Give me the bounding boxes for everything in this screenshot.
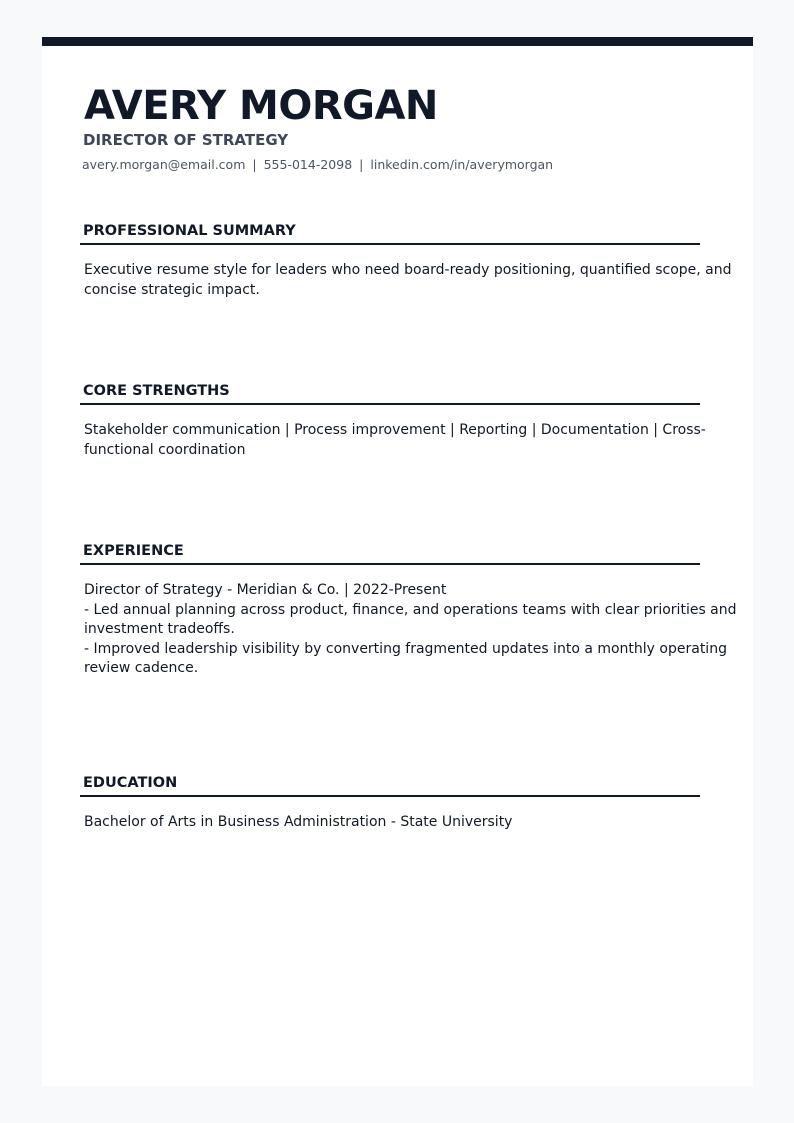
header-accent-bar: [42, 37, 753, 46]
education-line: Bachelor of Arts in Business Administration - State University: [84, 814, 513, 830]
strengths-section: [80, 381, 706, 460]
candidate-name: AVERY MORGAN: [84, 83, 438, 129]
contact-separator: |: [252, 157, 257, 172]
job-bullet: investment tradeoffs.: [84, 621, 235, 637]
summary-line: concise strategic impact.: [84, 281, 260, 298]
section-heading: PROFESSIONAL SUMMARY: [80, 221, 700, 245]
education-text: [80, 797, 700, 833]
experience-text: [80, 565, 737, 679]
job-bullet: - Led annual planning across product, finance, and operations teams with clear priorities and: [84, 601, 737, 618]
strengths-line: Stakeholder communication | Process improvement | Reporting | Documentation | Cross-: [84, 422, 706, 438]
summary-section: [80, 221, 732, 300]
strengths-text: [80, 405, 706, 460]
job-bullet: - Improved leadership visibility by converting fragmented updates into a monthly operating: [84, 640, 727, 657]
contact-separator: |: [359, 157, 364, 172]
job-heading: Director of Strategy - Meridian & Co. | 2022-Present: [84, 582, 447, 598]
job-bullet: review cadence.: [84, 660, 199, 676]
candidate-title: DIRECTOR OF STRATEGY: [83, 131, 289, 149]
section-heading: EDUCATION: [80, 773, 700, 797]
experience-section: [80, 541, 737, 679]
section-heading: CORE STRENGTHS: [80, 381, 700, 405]
education-section: [80, 773, 700, 833]
section-heading: EXPERIENCE: [80, 541, 700, 565]
contact-phone: 555-014-2098: [263, 157, 353, 172]
summary-line: Executive resume style for leaders who need board-ready positioning, quantified scope, and: [84, 262, 732, 278]
strengths-line: functional coordination: [84, 441, 246, 458]
contact-line: [82, 157, 553, 173]
summary-text: [80, 245, 732, 300]
contact-linkedin: linkedin.com/in/averymorgan: [370, 157, 554, 172]
contact-email: avery.morgan@email.com: [82, 157, 246, 172]
resume-page: [42, 37, 753, 1086]
